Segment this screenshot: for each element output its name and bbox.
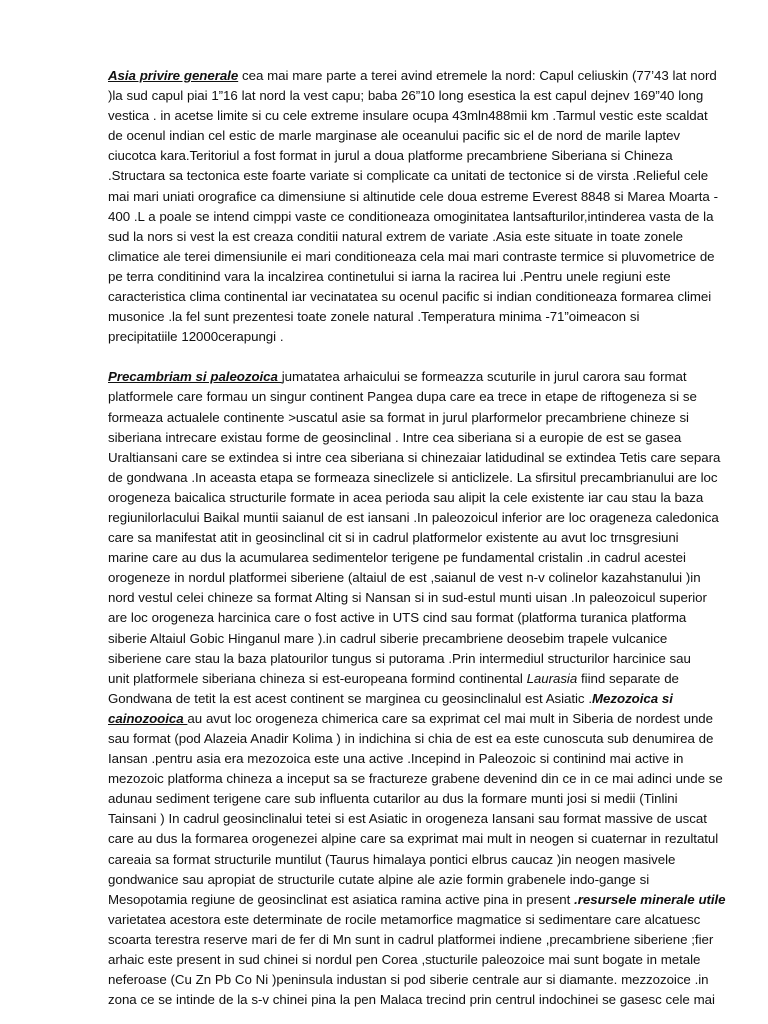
text-segment: nord vestul celei chineze sa format Alting si Nansan si in sud-estul munti uisan .In paleozoicul superior xyxy=(108,590,707,606)
text-line xyxy=(108,247,715,267)
text-line xyxy=(108,387,710,407)
text-segment: climatice ale terei dimensiunile ei mari conditioneaza cela mai mari contraste termice si pluvometrice de xyxy=(108,248,715,264)
text-line xyxy=(108,468,718,488)
text-line xyxy=(108,488,710,508)
text-segment: siberiene care stau la baza platourilor tungus si putorama .Prin intermediul structurilor harcinice sau xyxy=(108,650,691,666)
text-line xyxy=(108,588,710,608)
text-line xyxy=(108,367,710,387)
text-segment: mai mari uniati orografice ca dimensiune si altinutide cele doua estreme Everest 8848 si Marea Moarta - xyxy=(108,188,719,204)
text-line xyxy=(108,850,710,870)
text-segment: de gondwana .In aceasta etapa se formeaza sineclizele si anticlizele. La sfirsitul precambrianului are loc xyxy=(108,469,718,485)
text-segment: Gondwana de tetit la est acest continent se marginea cu geosinclinalul est Asiatic . xyxy=(108,690,593,706)
text-line xyxy=(108,86,710,106)
text-segment: caracteristica clima continental iar vecinatatea su ocenul pacific si indian conditioneaza formarea climei xyxy=(108,289,712,305)
styled-text: cainozooica xyxy=(108,710,188,726)
text-segment: au avut loc orogeneza chimerica care sa exprimat cel mai mult in Siberia de nordest unde xyxy=(187,710,713,726)
styled-text: Laurasia xyxy=(526,670,578,686)
text-line xyxy=(108,568,710,588)
text-segment: orogeneze in nordul platformei siberiene (altaiul de est ,saianul de vest n-v colinelor kazahstanului )in xyxy=(108,570,701,586)
text-line xyxy=(108,950,710,970)
text-segment: cea mai mare parte a terei avind etremele la nord: Capul celiuskin (77’43 lat nord xyxy=(238,68,717,83)
text-line xyxy=(108,146,710,166)
text-segment: .Structara sa tectonica este foarte variate si complicate ca unitati de tectonice si de virsta .Relieful cele xyxy=(108,168,709,184)
text-segment: sau format (pod Alazeia Anadir Kolima ) in indichina si chia de est ea este cunoscuta sub denumirea de xyxy=(108,731,714,746)
text-segment: de ocenul indian cel estic de marle marginase ale oceanului pacific sic el de nord de marile laptev xyxy=(108,128,681,144)
text-segment: formeaza actualele continente >uscatul asie sa format in jurul plarformelor precambriene chineze si xyxy=(108,409,689,425)
text-segment: siberiana intrecare existau forme de geosinclinal . Intre cea siberiana si a europie de est se gasea xyxy=(108,429,682,445)
text-line xyxy=(108,669,710,689)
text-segment: platformele care formau un singur continent Pangea dupa care ea trece in etape de riftogeneza si se xyxy=(108,389,697,405)
text-line xyxy=(108,227,710,247)
text-segment: Mesopotamia regiune de geosinclinat est asiatica ramina active pina in present xyxy=(108,891,575,907)
text-segment: Uraltiansani care se extindea si intre cea siberiana si chinezaiar latidudinal se extindea Tetis care separa xyxy=(108,449,721,465)
text-line xyxy=(108,789,710,809)
styled-text: Asia privire generale xyxy=(108,68,239,83)
text-line xyxy=(108,448,721,468)
text-line xyxy=(108,267,710,287)
text-line xyxy=(108,709,713,729)
text-line xyxy=(108,990,715,1010)
text-line xyxy=(108,629,710,649)
text-line xyxy=(108,428,710,448)
text-line xyxy=(108,930,714,950)
text-line xyxy=(108,689,710,709)
text-segment: ciucotca kara.Teritoriul a fost format in jurul a doua platforme precambriene Siberiana si Chineza xyxy=(108,148,673,164)
text-line xyxy=(108,809,710,829)
text-segment: care sa manifestat atit in geosinclinal cit si in cadrul platformelor existente au avut loc trnsgresiuni xyxy=(108,530,679,546)
text-line xyxy=(108,548,710,568)
text-segment: mezozoic platforma chineza a inceput sa se fractureze grabene devenind din ce in ce mai adinci unde se xyxy=(108,771,723,787)
text-segment: unit platformele siberiana chineza si est-europeana formind continental xyxy=(108,670,527,686)
styled-text: .resursele minerale utile xyxy=(574,891,726,907)
text-segment: gondwanice sau apropiat de structurile cutate alpine ale azie formin grabenele indo-gange si xyxy=(108,871,650,887)
text-segment: fiind separate de xyxy=(577,670,679,686)
text-line xyxy=(108,970,710,990)
paragraph xyxy=(108,66,719,347)
text-segment: are loc orogeneza harcinica care o fost active in UTS cind sau format (platforma turanica platforma xyxy=(108,610,687,626)
text-segment: marine care au dus la acumularea sedimentelor terigene pe fundamental cristalin .in cadrul acestei xyxy=(108,550,686,566)
text-line xyxy=(108,187,719,207)
text-segment: Tainsani ) In cadrul geosinclinalui tetei si est Asiatic in orogeneza Iansani sau format massive de uscat xyxy=(108,811,707,827)
text-segment: zona ce se intinde de la s-v chinei pina la pen Malaca trecind prin centrul indochinei se gasesc cele mai xyxy=(108,992,715,1008)
text-line xyxy=(108,910,710,930)
text-line xyxy=(108,307,710,327)
text-segment: adunau sediment terigene care sub influenta cutarilor au dus la formare munti josi si medii (Tinlini xyxy=(108,791,678,807)
text-segment: Iansan .pentru asia era mezozoica este una active .Incepind in Paleozoic si continind mai active in xyxy=(108,751,684,767)
text-segment: 400 .L a poale se intend cimppi vaste ce conditioneaza omoginitatea lantsafturilor,intinderea vasta de la xyxy=(108,208,714,224)
text-line xyxy=(108,749,710,769)
text-line xyxy=(108,327,710,347)
text-segment: musonice .la fel sunt prezentesi toate zonele natural .Temperatura minima -71”oimeacon si xyxy=(108,309,640,325)
text-segment: arhaic este present in sud chinei si nordul pen Corea ,stucturile paleozoice mai sunt bogate in metale xyxy=(108,952,701,968)
text-line xyxy=(108,66,717,86)
text-line xyxy=(108,408,710,428)
text-line xyxy=(108,729,714,749)
styled-text: Precambriam si paleozoica xyxy=(108,369,282,385)
text-segment: pe terra conditinind vara la incalzirea continetului si iarna la racirea lui .Pentru unele regiuni este xyxy=(108,268,671,284)
text-line xyxy=(108,769,723,789)
text-segment: siberie Altaiul Gobic Hinganul mare ).in cadrul siberie precambriene deosebim trapele vulcanice xyxy=(108,630,668,646)
text-segment: jumatatea arhaicului se formeazza scuturile in jurul carora sau format xyxy=(281,369,687,385)
text-segment: varietatea acestora este determinate de rocile metamorfice magmatice si sedimentare care alcatuesc xyxy=(108,911,701,927)
text-line xyxy=(108,870,710,890)
text-line xyxy=(108,649,710,669)
text-segment: neferoase (Cu Zn Pb Co Ni )peninsula industan si pod siberie centrale aur si diamante. mezzozoice .in xyxy=(108,972,709,988)
text-line xyxy=(108,106,710,126)
text-line xyxy=(108,207,714,227)
text-line xyxy=(108,508,719,528)
text-line xyxy=(108,166,710,186)
text-line xyxy=(108,890,726,910)
text-segment: careaia sa format structurile muntilut (Taurus himalaya pontici elbrus caucaz )in neogen masivele xyxy=(108,851,676,867)
text-segment: precipitatiile 12000cerapungi . xyxy=(108,329,284,345)
text-line xyxy=(108,126,710,146)
text-line xyxy=(108,528,710,548)
document-body xyxy=(108,66,726,1010)
styled-text: Mezozoica si xyxy=(592,690,673,706)
text-segment: regiunilorlacului Baikal muntii saianul de est iansani .In paleozoicul inferior are loc orageneza caledonica xyxy=(108,509,719,525)
text-segment: )la sud capul piai 1”16 lat nord la vest capu; baba 26”10 long esestica la est capul dejnev 169”40 long xyxy=(108,88,704,104)
paragraph xyxy=(108,367,726,1010)
text-segment: scoarta terestra reserve mari de fer di Mn sunt in cadrul platformei indiene ,precambriene siberiene ;fier xyxy=(108,931,714,947)
text-segment: sud la nors si vest la est creaza conditii natural extrem de variate .Asia este situate in toate zonele xyxy=(108,228,683,244)
text-segment: vestica . in acetse limite si cu cele extreme insulare ocupa 43mln488mii km .Tarmul vestic este scaldat xyxy=(108,108,708,124)
text-line xyxy=(108,829,719,849)
text-line xyxy=(108,608,710,628)
text-segment: care au dus la formarea orogenezei alpine care sa exprimat mai mult in neogen si cuaternar in rezultatul xyxy=(108,831,719,847)
text-line xyxy=(108,287,710,307)
text-segment: orogeneza baicalica structurile formate in acea perioda sau alipit la cele existente iar cau stau la baza xyxy=(108,489,704,505)
